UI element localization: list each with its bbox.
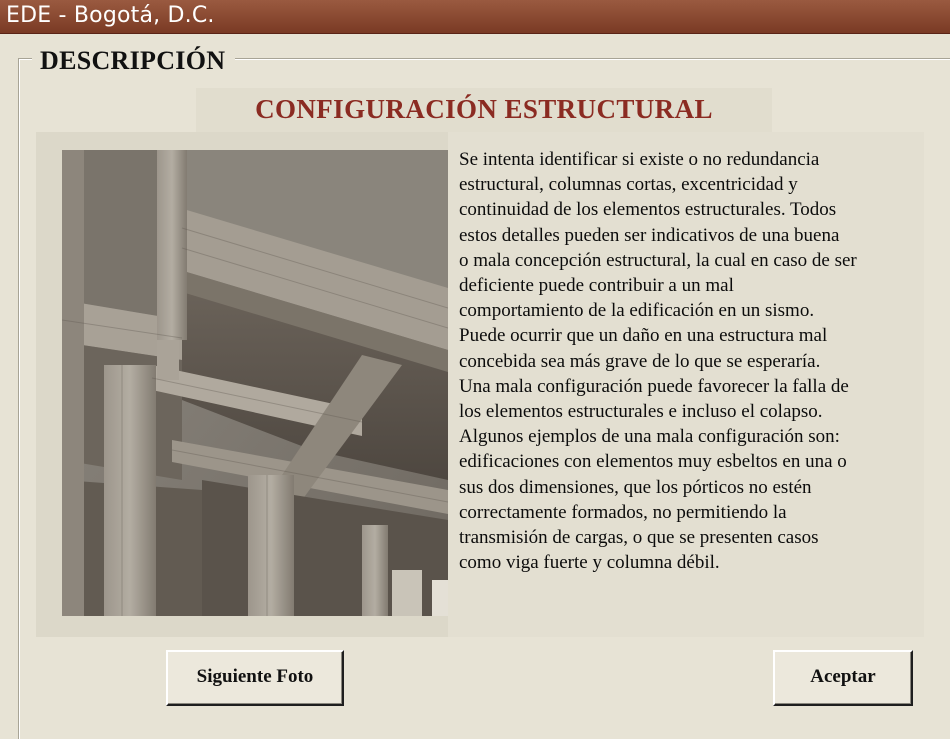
description-line: Algunos ejemplos de una mala configuración son: [459, 426, 840, 448]
window-titlebar [0, 0, 950, 34]
description-line: deficiente puede contribuir a un mal [459, 275, 734, 297]
window-title: EDE - Bogotá, D.C. [6, 3, 215, 28]
description-line: los elementos estructurales e incluso el colapso. [459, 401, 823, 423]
description-line: estos detalles pueden ser indicativos de una buena [459, 224, 840, 246]
description-line: o mala concepción estructural, la cual en caso de ser [459, 249, 857, 271]
description-line: comportamiento de la edificación en un sismo. [459, 300, 815, 322]
description-line: correctamente formados, no permitiendo la [459, 501, 787, 523]
description-line: concebida sea más grave de lo que se esperaría. [459, 350, 821, 372]
structure-photo [62, 150, 448, 616]
description-line: continuidad de los elementos estructurales. Todos [459, 199, 837, 221]
page-heading: CONFIGURACIÓN ESTRUCTURAL [196, 88, 772, 132]
description-line: Se intenta identificar si existe o no redundancia [459, 149, 820, 170]
description-line: como viga fuerte y columna débil. [459, 552, 720, 574]
description-line: estructural, columnas cortas, excentricidad y [459, 174, 798, 196]
section-label: DESCRIPCIÓN [32, 46, 235, 76]
description-line: Una mala configuración puede favorecer la falla de [459, 375, 849, 397]
description-line: transmisión de cargas, o que se presenten casos [459, 527, 819, 549]
accept-button[interactable]: Aceptar [773, 650, 913, 706]
description-line: Puede ocurrir que un daño en una estructura mal [459, 325, 828, 347]
next-photo-button[interactable]: Siguiente Foto [166, 650, 344, 706]
description-line: edificaciones con elementos muy esbeltos en una o [459, 451, 847, 473]
description-line: sus dos dimensiones, que los pórticos no estén [459, 476, 812, 498]
description-text [459, 147, 931, 575]
